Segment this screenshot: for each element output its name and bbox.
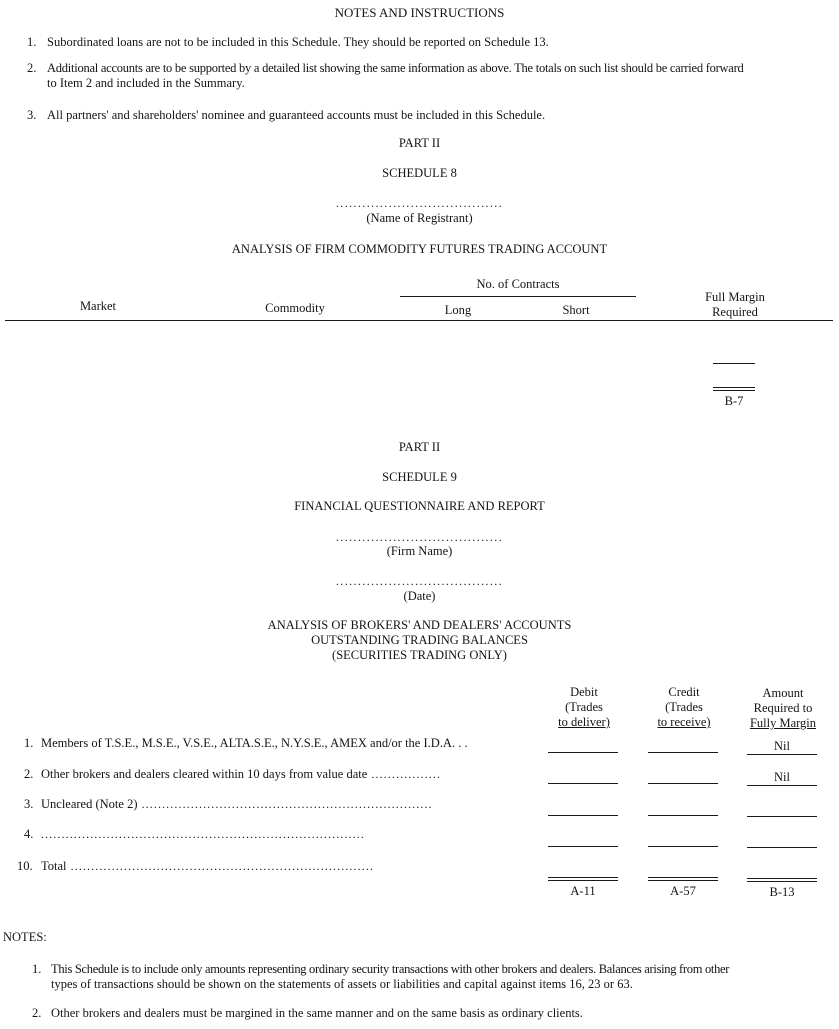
note-number: 2.	[32, 1006, 42, 1020]
credit-entry-line	[648, 815, 718, 816]
row-label: Uncleared (Note 2) .......................................................................	[41, 797, 433, 811]
row-number: 2.	[24, 767, 34, 781]
subtotal-line	[713, 363, 755, 364]
short-column-header: Short	[562, 303, 590, 317]
credit-entry-line	[648, 752, 718, 753]
registrant-name-line: ......................................	[335, 196, 504, 210]
instruction-number: 2.	[27, 61, 37, 75]
contracts-group-rule	[400, 296, 636, 297]
instruction-text: Additional accounts are to be supported by a detailed list showing the same information as above. The totals on such list should be carried forward	[47, 61, 744, 75]
row-number: 1.	[24, 736, 34, 750]
amount-entry-line	[747, 754, 817, 755]
notes-instructions-heading: NOTES AND INSTRUCTIONS	[334, 5, 505, 20]
instruction-number: 3.	[27, 108, 37, 122]
firm-name-label: (Firm Name)	[386, 544, 453, 558]
questionnaire-title: FINANCIAL QUESTIONNAIRE AND REPORT	[294, 499, 545, 513]
amount-header: Fully Margin	[749, 716, 817, 730]
long-column-header: Long	[444, 303, 472, 317]
amount-entry-line	[747, 785, 817, 786]
credit-entry-line	[648, 846, 718, 847]
debit-entry-line	[548, 752, 618, 753]
amount-entry-line	[747, 847, 817, 848]
total-double-line	[713, 387, 755, 388]
schedule9-part: PART II	[398, 440, 441, 454]
note-text-continued: types of transactions should be shown on the statements of assets or liabilities and capital against items 16, 23 or 63.	[51, 977, 633, 991]
analysis-subtitle: OUTSTANDING TRADING BALANCES	[311, 633, 528, 647]
debit-header: to deliver)	[558, 715, 610, 729]
analysis-title: ANALYSIS OF BROKERS' AND DEALERS' ACCOUNTS	[267, 618, 572, 632]
row-label: Members of T.S.E., M.S.E., V.S.E., ALTA.S.E., N.Y.S.E., AMEX and/or the I.D.A. . .	[41, 736, 468, 750]
debit-entry-line	[548, 846, 618, 847]
amount-value: Nil	[774, 739, 790, 753]
schedule9-title: SCHEDULE 9	[382, 470, 457, 484]
contracts-group-header: No. of Contracts	[476, 277, 560, 291]
amount-header: Amount	[762, 686, 804, 700]
full-margin-header: Required	[712, 305, 758, 319]
commodity-column-header: Commodity	[265, 301, 325, 315]
firm-name-line: ......................................	[335, 530, 504, 544]
analysis-subtitle: (SECURITIES TRADING ONLY)	[332, 648, 507, 662]
debit-total-line	[548, 877, 618, 878]
debit-entry-line	[548, 815, 618, 816]
note-number: 1.	[32, 962, 42, 976]
credit-total-ref: A-57	[670, 884, 696, 898]
schedule8-title: SCHEDULE 8	[382, 166, 457, 180]
note-text: Other brokers and dealers must be margined in the same manner and on the same basis as ordinary clients.	[51, 1006, 583, 1020]
notes-heading: NOTES:	[3, 930, 47, 944]
credit-header: (Trades	[665, 700, 703, 714]
registrant-name-label: (Name of Registrant)	[366, 211, 473, 225]
total-double-line	[713, 390, 755, 391]
row-number: 4.	[24, 827, 34, 841]
debit-total-ref: A-11	[570, 884, 596, 898]
amount-header: Required to	[753, 701, 813, 715]
amount-entry-line	[747, 816, 817, 817]
schedule8-part: PART II	[398, 136, 441, 150]
row-label: ...............................................................................	[41, 827, 365, 841]
date-line: ......................................	[335, 574, 504, 588]
row-number: 3.	[24, 797, 34, 811]
credit-total-line	[648, 877, 718, 878]
credit-entry-line	[648, 783, 718, 784]
header-divider	[5, 320, 833, 321]
amount-total-line	[747, 878, 817, 879]
schedule8-ref: B-7	[724, 394, 744, 408]
instruction-number: 1.	[27, 35, 37, 49]
credit-total-line	[648, 880, 718, 881]
credit-header: to receive)	[657, 715, 711, 729]
amount-total-line	[747, 881, 817, 882]
date-label: (Date)	[403, 589, 436, 603]
instruction-text: Subordinated loans are not to be included in this Schedule. They should be reported on Schedule 13.	[47, 35, 549, 49]
credit-header: Credit	[668, 685, 700, 699]
instruction-text: All partners' and shareholders' nominee and guaranteed accounts must be included in this Schedule.	[47, 108, 546, 122]
amount-value: Nil	[774, 770, 790, 784]
full-margin-header: Full Margin	[705, 290, 765, 304]
commodity-analysis-title: ANALYSIS OF FIRM COMMODITY FUTURES TRADING ACCOUNT	[231, 242, 608, 256]
amount-total-ref: B-13	[769, 885, 795, 899]
debit-header: (Trades	[565, 700, 603, 714]
instruction-text-continued: to Item 2 and included in the Summary.	[47, 76, 245, 90]
debit-total-line	[548, 880, 618, 881]
row-label: Other brokers and dealers cleared within 10 days from value date .................	[41, 767, 442, 781]
debit-header: Debit	[570, 685, 598, 699]
total-row-label: Total ..........................................................................	[41, 859, 375, 873]
note-text: This Schedule is to include only amounts representing ordinary security transactions with other brokers and dealers. Balances arising from other	[51, 962, 730, 976]
row-number: 10.	[17, 859, 33, 873]
market-column-header: Market	[79, 299, 117, 313]
debit-entry-line	[548, 783, 618, 784]
